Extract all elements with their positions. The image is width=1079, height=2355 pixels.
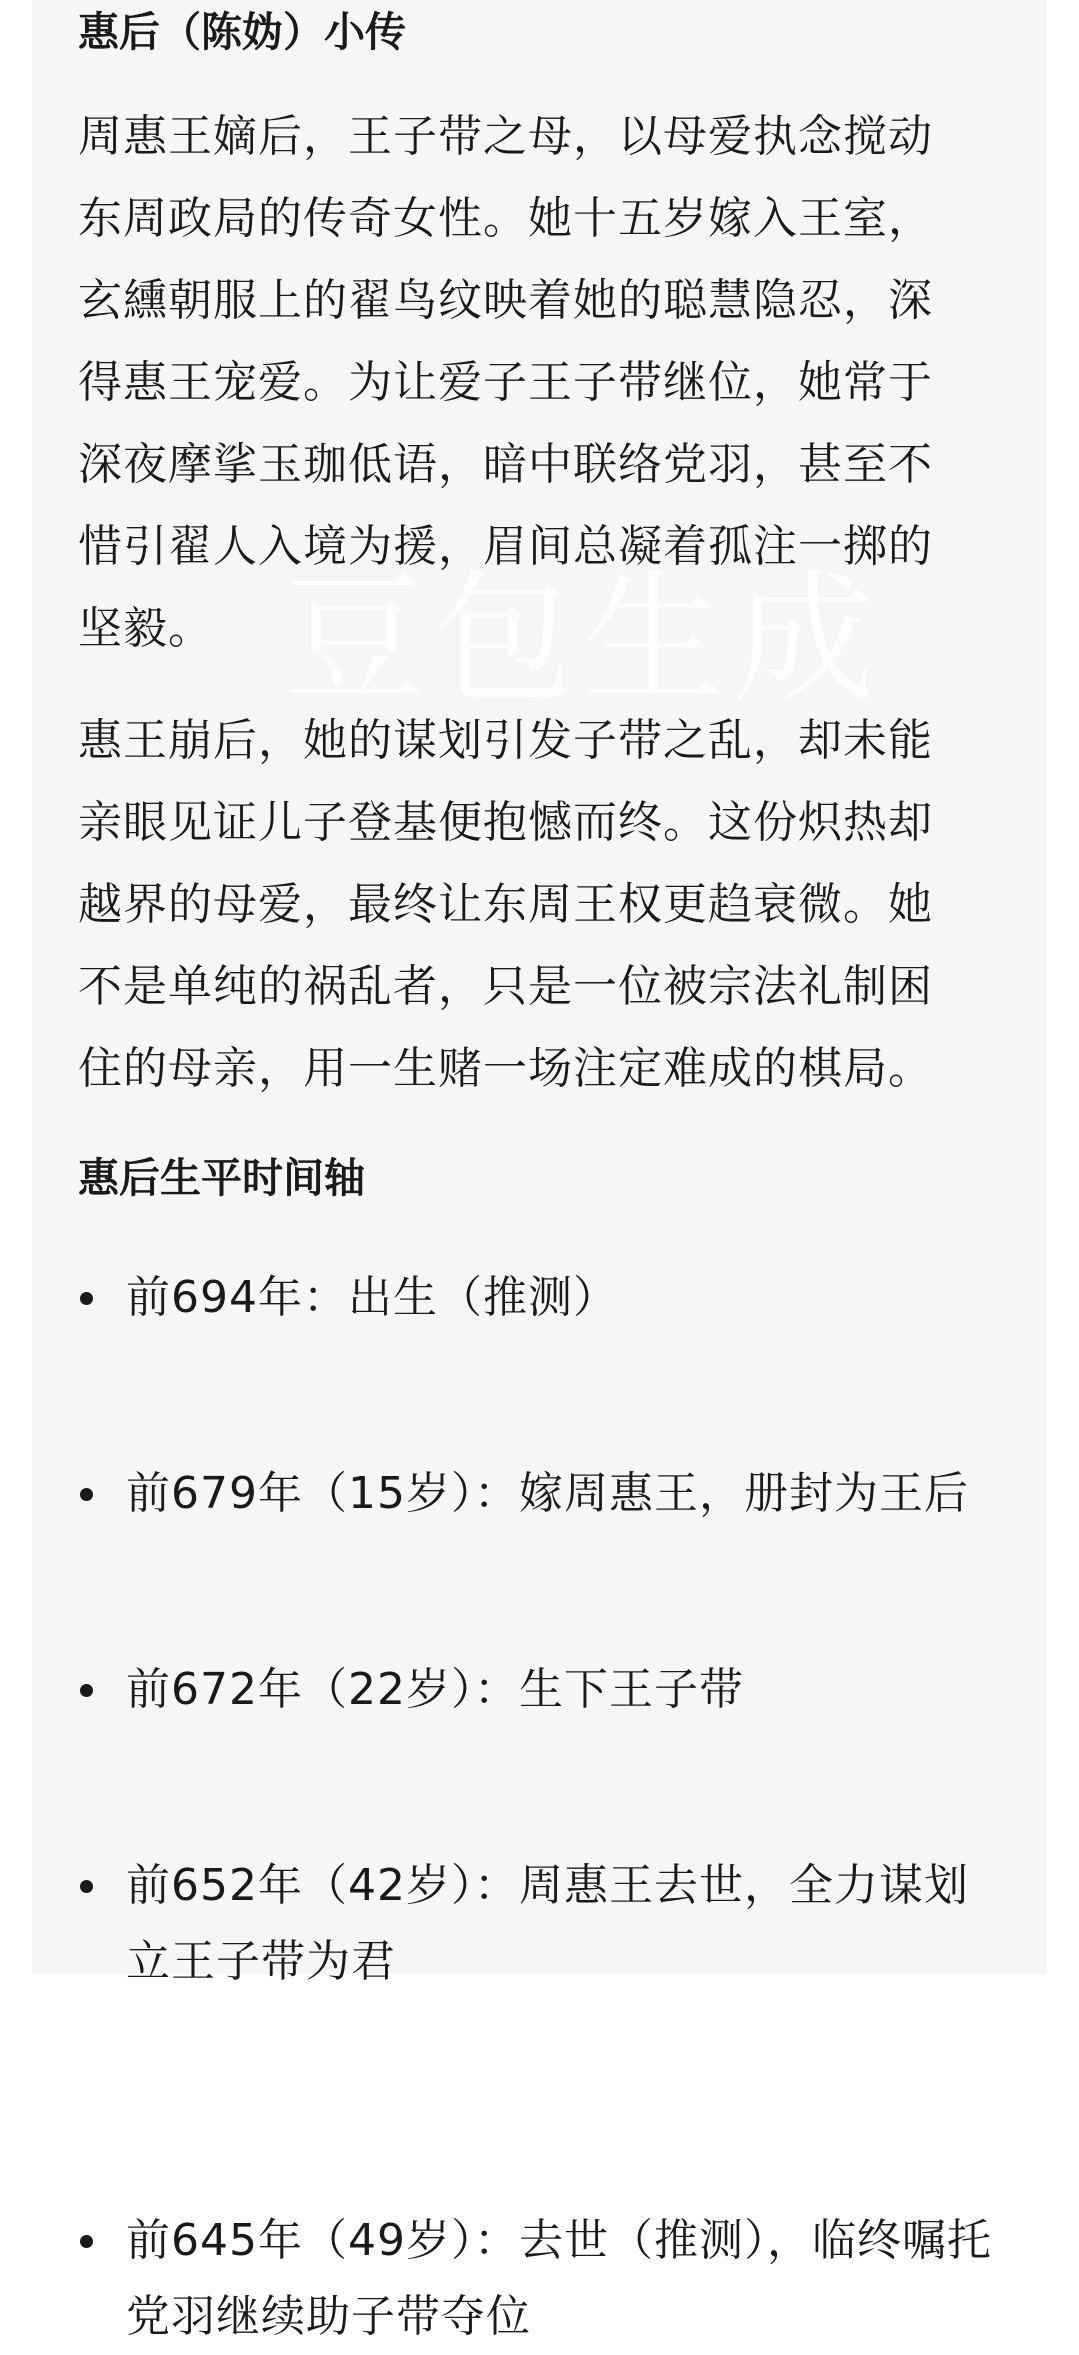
biography-paragraph-2 [78, 700, 1013, 1110]
list-item [78, 1652, 1013, 1728]
bullet-icon [80, 1880, 93, 1893]
bullet-icon [80, 2235, 93, 2248]
list-item-text: 前652年（42岁）：周惠王去世，全力谋划 [126, 1860, 969, 1911]
list-item-text: 前672年（22岁）：生下王子带 [126, 1664, 744, 1715]
paragraph-line: 惜引翟人入境为援，眉间总凝着孤注一掷的 [78, 521, 933, 572]
paragraph-line: 得惠王宠爱。为让爱子王子带继位，她常于 [78, 357, 933, 408]
list-item-text: 党羽继续助子带夺位 [126, 2291, 531, 2342]
paragraph-line: 住的母亲，用一生赌一场注定难成的棋局。 [78, 1043, 933, 1094]
bullet-icon [80, 1488, 93, 1501]
list-item-text: 立王子带为君 [126, 1936, 396, 1987]
paragraph-line: 深夜摩挲玉珈低语，暗中联络党羽，甚至不 [78, 439, 933, 490]
timeline-title: 惠后生平时间轴 [78, 1154, 365, 1202]
paragraph-line: 惠王崩后，她的谋划引发子带之乱，却未能 [78, 715, 933, 766]
paragraph-line: 越界的母爱，最终让东周王权更趋衰微。她 [78, 879, 933, 930]
paragraph-line: 周惠王嫡后，王子带之母，以母爱执念搅动 [78, 111, 933, 162]
paragraph-line: 不是单纯的祸乱者，只是一位被宗法礼制困 [78, 961, 933, 1012]
list-item-text: 前645年（49岁）：去世（推测），临终嘱托 [126, 2215, 992, 2266]
list-item [78, 1260, 1013, 1336]
list-item [78, 2203, 1013, 2355]
paragraph-line: 东周政局的传奇女性。她十五岁嫁入王室， [78, 193, 933, 244]
list-item-text: 前694年：出生（推测） [126, 1272, 618, 1323]
list-item-text: 前679年（15岁）：嫁周惠王，册封为王后 [126, 1468, 969, 1519]
list-item [78, 1456, 1013, 1532]
watermark: 豆包生成 [283, 557, 883, 722]
paragraph-line: 亲眼见证儿子登基便抱憾而终。这份炽热却 [78, 797, 933, 848]
timeline-list [78, 1260, 1013, 2342]
paragraph-line: 玄纁朝服上的翟鸟纹映着她的聪慧隐忍，深 [78, 275, 933, 326]
bullet-icon [80, 1684, 93, 1697]
paragraph-line: 坚毅。 [78, 603, 213, 654]
article-title: 惠后（陈妫）小传 [78, 8, 406, 56]
biography-paragraph-1 [78, 96, 1013, 670]
bullet-icon [80, 1292, 93, 1305]
list-item [78, 1848, 1013, 2000]
